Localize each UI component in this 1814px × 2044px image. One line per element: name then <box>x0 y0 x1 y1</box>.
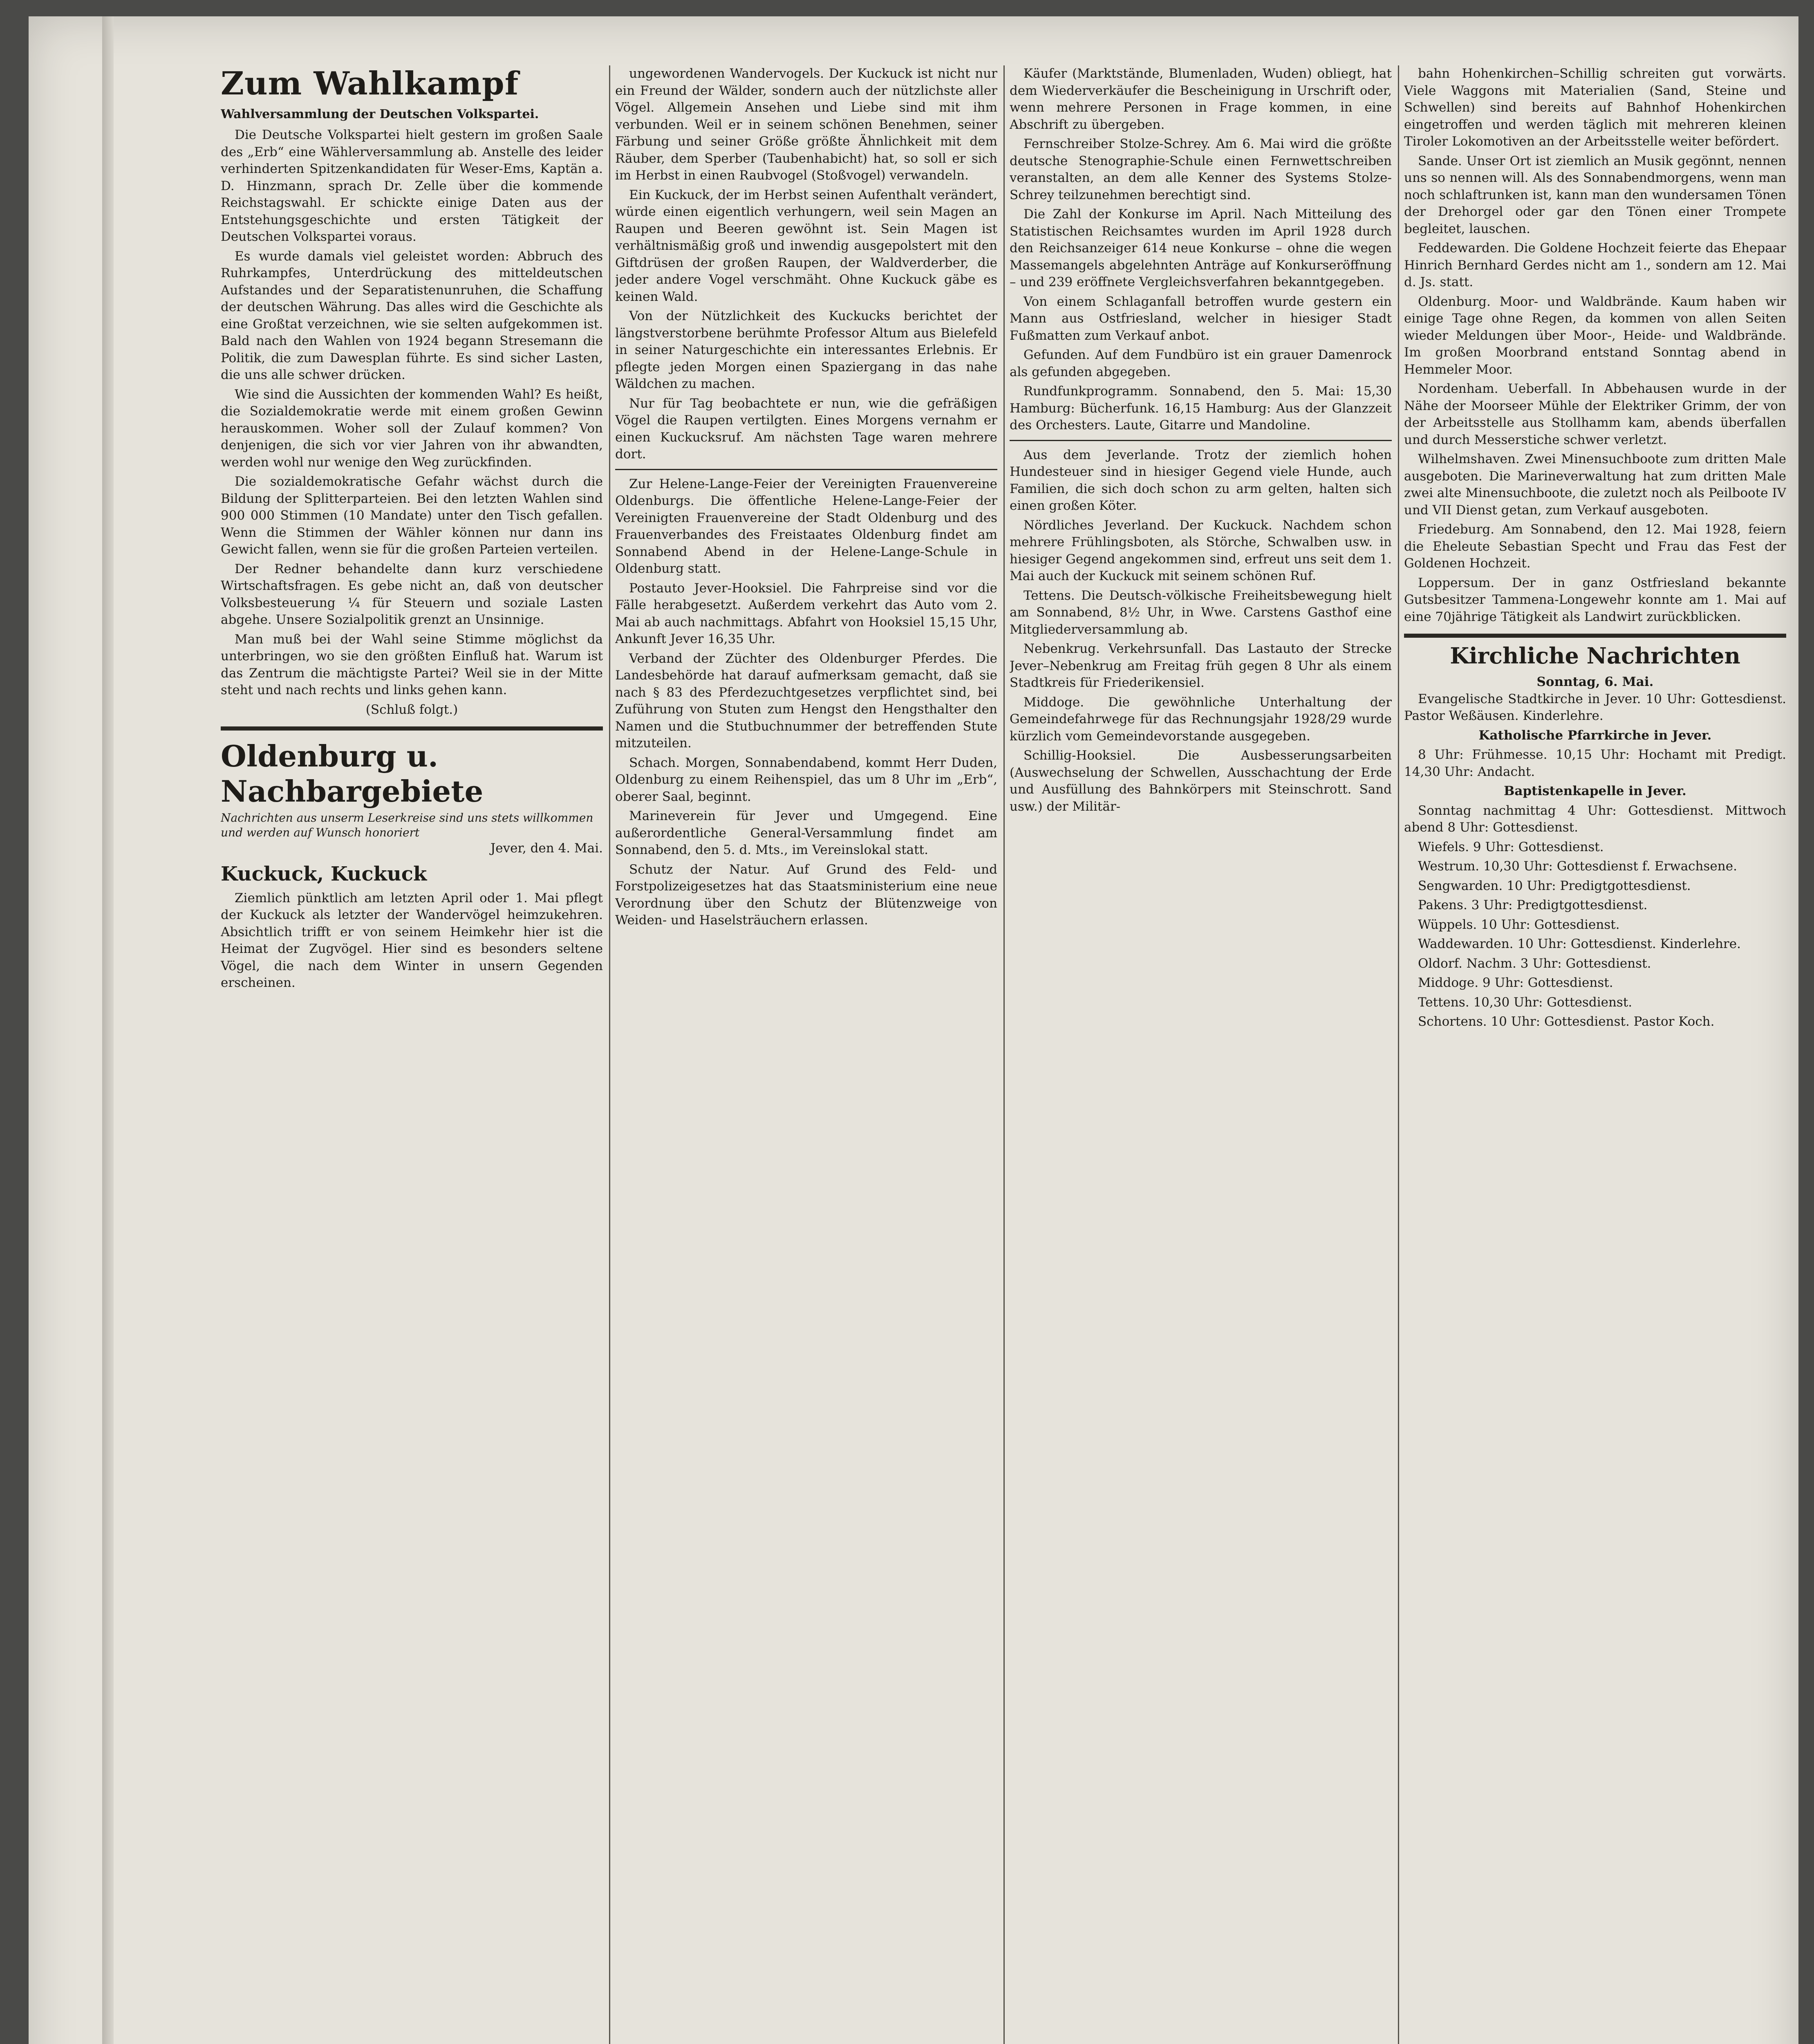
paragraph: Die sozialdemokratische Gefahr wächst durch die Bildung der Splitterparteien. Bei den letzten Wahlen sind 900 000 Stimmen (10 Mandate) unter den Tisch gefallen. Wenn die Stimmen der Wähler können nur dann ins Gewicht fallen, wenn sie für die großen Parteien verteilen. <box>221 474 603 557</box>
paragraph: Feddewarden. Die Goldene Hochzeit feierte das Ehepaar Hinrich Bernhard Gerdes nicht am 1., sondern am 12. Mai d. Js. statt. <box>1404 241 1786 289</box>
paragraph: Man muß bei der Wahl seine Stimme möglichst da unterbringen, wo sie den größten Einfluß hat. Warum ist das Zentrum die mächtigste Partei? Weil sie in der Mitte steht und nach rechts und links gehen kann. <box>221 632 603 697</box>
kirch-entry: Wüppels. 10 Uhr: Gottesdienst. <box>1418 917 1620 932</box>
kirch-date: Sonntag, 6. Mai. <box>1536 675 1654 689</box>
paragraph: Sande. Unser Ort ist ziemlich an Musik gegönnt, nennen uns so nennen will. Als des Sonnabendmorgens, wenn man noch schlaftrunken ist, kann man den wundersamen Tönen der Drehorgel oder gar den Tönen einer Trompete begleitet, lauschen. <box>1404 153 1786 236</box>
continued-note: (Schluß folgt.) <box>365 702 458 717</box>
paragraph: Die Deutsche Volkspartei hielt gestern im großen Saale des „Erb“ eine Wählerversammlung ab. Anstelle des leider verhinderten Spitzenkandidaten für Weser-Ems, Kaptän a. D. Hinzmann, sprach Dr. Zelle über die kommende Reichstagswahl. Er schickte einige Daten aus der Entstehungsgeschichte und ersten Tätigkeit der Deutschen Volkspartei voraus. <box>221 128 603 244</box>
paragraph: Schillig-Hooksiel. Die Ausbesserungsarbeiten (Auswechselung der Schwellen, Ausschachtung der Erde und Ausfüllung des Bahnkörpers mit Steinschrott. Sand usw.) der Militär- <box>1010 748 1392 814</box>
paragraph: Ein Kuckuck, der im Herbst seinen Aufenthalt verändert, würde einen eigentlich verhungern, weil sein Magen an Raupen und Beeren gewöhnt ist. Sein Magen ist verhältnismäßig groß und inwendig ausgepolstert mit den Giftdrüsen der großen Raupen, der Waldverderber, die jeder andere Vogel verschmäht. Ohne Kuckuck gäbe es keinen Wald. <box>615 187 997 304</box>
paragraph: Gefunden. Auf dem Fundbüro ist ein grauer Damenrock als gefunden abgegeben. <box>1010 347 1392 379</box>
kirch-entry: Sonntag nachmittag 4 Uhr: Gottesdienst. Mittwoch abend 8 Uhr: Gottesdienst. <box>1404 803 1786 835</box>
kirch-entry: Schortens. 10 Uhr: Gottesdienst. Pastor Koch. <box>1418 1014 1715 1029</box>
paragraph: Der Redner behandelte dann kurz verschiedene Wirtschaftsfragen. Es gebe nicht an, daß von deutscher Volksbesteuerung ¼ für Steuern und soziale Lasten abgehe. Unsere Sozialpolitik grenzt an Unsinnige. <box>221 561 603 627</box>
section-note: Nachrichten aus unserm Leserkreise sind uns stets willkommen und werden auf Wunsch honoriert <box>221 811 593 839</box>
paragraph: Rundfunkprogramm. Sonnabend, den 5. Mai: 15,30 Hamburg: Bücherfunk. 16,15 Hamburg: Aus der Glanzzeit des Orchesters. Laute, Gitarre und Mandoline. <box>1010 384 1392 433</box>
kirch-entry: Tettens. 10,30 Uhr: Gottesdienst. <box>1418 995 1633 1010</box>
section-rule <box>1404 634 1786 638</box>
paragraph: Postauto Jever-Hooksiel. Die Fahrpreise sind vor die Fälle herabgesetzt. Außerdem verkehrt das Auto vom 2. Mai ab auch nachmittags. Abfahrt von Hooksiel 15,15 Uhr, Ankunft Jever 16,35 Uhr. <box>615 580 997 646</box>
paragraph: bahn Hohenkirchen–Schillig schreiten gut vorwärts. Viele Waggons mit Materialien (Sand, Steine und Schwellen) sind bereits auf Bahnhof Hohenkirchen eingetroffen und werden täglich mit mehreren kleinen Tiroler Lokomotiven an der Arbeitsstelle weiter befördert. <box>1404 66 1786 149</box>
paragraph: Verband der Züchter des Oldenburger Pferdes. Die Landesbehörde hat darauf aufmerksam gemacht, daß sie nach § 83 des Pferdezuchtgesetzes verpflichtet sind, bei Zuführung von Stuten zum Hengst den Hengsthalter den Namen und die Stutbuchnummer der betreffenden Stute mitzuteilen. <box>615 651 997 751</box>
column-4 <box>1404 65 1786 1995</box>
column-1 <box>221 65 603 1995</box>
paragraph: Schach. Morgen, Sonnabendabend, kommt Herr Duden, Oldenburg zu einem Reihenspiel, das um 8 Uhr im „Erb“, oberer Saal, beginnt. <box>615 755 997 804</box>
paragraph: Loppersum. Der in ganz Ostfriesland bekannte Gutsbesitzer Tammena-Longewehr konnte am 1. Mai auf eine 70jährige Tätigkeit als Landwirt zurückblicken. <box>1404 575 1786 624</box>
kirch-entry: Wiefels. 9 Uhr: Gottesdienst. <box>1418 839 1604 854</box>
dateline: Jever, den 4. Mai. <box>490 841 603 856</box>
paragraph: Friedeburg. Am Sonnabend, den 12. Mai 1928, feiern die Eheleute Sebastian Specht und Frau das Fest der Goldenen Hochzeit. <box>1404 522 1786 571</box>
paragraph: Nördliches Jeverland. Der Kuckuck. Nachdem schon mehrere Frühlingsboten, als Störche, Schwalben usw. in hiesiger Gegend angekommen sind, erfreut uns seit dem 1. Mai auch der Kuckuck mit seinem schönen Ruf. <box>1010 518 1392 583</box>
paragraph: Tettens. Die Deutsch-völkische Freiheitsbewegung hielt am Sonnabend, 8½ Uhr, in Wwe. Carstens Gasthof eine Mitgliederversammlung ab. <box>1010 588 1392 637</box>
paragraph: Wie sind die Aussichten der kommenden Wahl? Es heißt, die Sozialdemokratie werde mit einem großen Gewinn herauskommen. Woher soll der Zulauf kommen? Von denjenigen, die sich vor vier Jahren von ihr abwandten, werden wohl nur wenige den Weg zurückfinden. <box>221 387 603 470</box>
column-rule <box>609 65 610 2044</box>
kirch-entry: Oldorf. Nachm. 3 Uhr: Gottesdienst. <box>1418 956 1651 971</box>
column-rule <box>1003 65 1005 2044</box>
kirch-heading: Baptistenkapelle in Jever. <box>1504 784 1686 798</box>
kirch-entry: Westrum. 10,30 Uhr: Gottesdienst f. Erwachsene. <box>1418 859 1737 874</box>
paragraph: Middoge. Die gewöhnliche Unterhaltung der Gemeindefahrwege für das Rechnungsjahr 1928/29 wurde kürzlich vom Gemeindevorstande ausgegeben. <box>1010 695 1392 744</box>
column-3 <box>1010 65 1392 1995</box>
kirch-entry: Pakens. 3 Uhr: Predigtgottesdienst. <box>1418 898 1648 912</box>
kirch-entry: Evangelische Stadtkirche in Jever. 10 Uhr: Gottesdienst. Pastor Weßäusen. Kinderlehre. <box>1404 691 1786 723</box>
page-gutter <box>102 16 114 2044</box>
kirch-entry: Middoge. 9 Uhr: Gottesdienst. <box>1418 975 1613 990</box>
paragraph: Die Zahl der Konkurse im April. Nach Mitteilung des Statistischen Reichsamtes wurden im April 1928 durch den Reichsanzeiger 614 neue Konkurse – ohne die wegen Massemangels abgelehnten Anträge auf Konkurseröffnung – und 239 eröffnete Vergleichsverfahren bekanntgegeben. <box>1010 207 1392 289</box>
paragraph: Nur für Tag beobachtete er nun, wie die gefräßigen Vögel die Raupen vertilgten. Eines Morgens vernahm er einen Kuckucksruf. Am nächsten Tage waren mehrere dort. <box>615 396 997 462</box>
paragraph: Zur Helene-Lange-Feier der Vereinigten Frauenvereine Oldenburgs. Die öffentliche Helene-Lange-Feier der Vereinigten Frauenvereine der Stadt Oldenburg und des Frauenverbandes des Freistaates Oldenburg findet am Sonnabend Abend in der Helene-Lange-Schule in Oldenburg statt. <box>615 476 997 576</box>
column-2 <box>615 65 997 1995</box>
column-rule <box>1398 65 1399 2044</box>
paragraph: Käufer (Marktstände, Blumenladen, Wuden) obliegt, hat dem Wiederverkäufer die Bescheinigung in Urschrift oder, wenn mehrere Personen in Frage kommen, in eine Abschrift zu übergeben. <box>1010 66 1392 132</box>
paragraph: Aus dem Jeverlande. Trotz der ziemlich hohen Hundesteuer sind in hiesiger Gegend viele Hunde, auch Familien, die sich doch schon zu arm gelten, halten sich einen großen Köter. <box>1010 447 1392 513</box>
section-title-kirchliche: Kirchliche Nachrichten <box>1450 643 1740 669</box>
kirch-entry: 8 Uhr: Frühmesse. 10,15 Uhr: Hochamt mit Predigt. 14,30 Uhr: Andacht. <box>1404 747 1786 779</box>
paragraph: Ziemlich pünktlich am letzten April oder 1. Mai pflegt der Kuckuck als letzter der Wandervögel heimzukehren. Absichtlich trifft er von seinem Heimkehr hier ist die Heimat der Zugvögel. Hier sind es besonders seltene Vögel, die nach dem Winter in unsern Gegenden erscheinen. <box>221 890 603 990</box>
article-rule <box>1010 440 1392 441</box>
kirch-entry: Waddewarden. 10 Uhr: Gottesdienst. Kinderlehre. <box>1418 937 1741 951</box>
paragraph: Wilhelmshaven. Zwei Minensuchboote zum dritten Male ausgeboten. Die Marineverwaltung hat zum dritten Male zwei alte Minensuchboote, die zuletzt noch als Peilboote IV und VII Dienst getan, zum Verkauf ausgeboten. <box>1404 452 1786 518</box>
subhead-wahlversammlung: Wahlversammlung der Deutschen Volkspartei. <box>221 107 539 121</box>
paragraph: Von einem Schlaganfall betroffen wurde gestern ein Mann aus Ostfriesland, welcher in hiesiger Stadt Fußmatten zum Verkauf anbot. <box>1010 294 1392 343</box>
paragraph: Fernschreiber Stolze-Schrey. Am 6. Mai wird die größte deutsche Stenographie-Schule einen Fernwettschreiben veranstalten, an dem alle Kenner des Systems Stolze-Schrey teilzunehmen berechtigt sind. <box>1010 137 1392 202</box>
paragraph: Es wurde damals viel geleistet worden: Abbruch des Ruhrkampfes, Unterdrückung des mitteldeutschen Aufstandes und der Separatistenunruhen, die Schaffung der deutschen Währung. Das alles wird die Geschichte als eine Großtat verzeichnen, wie sie selten aufgekommen ist. Bald nach den Wahlen von 1924 begann Stresemann die Politik, die zum Dawesplan führte. Es sind sicher Lasten, die uns alle schwer drücken. <box>221 249 603 382</box>
article-title-kuckuck: Kuckuck, Kuckuck <box>221 862 427 885</box>
paragraph: Nebenkrug. Verkehrsunfall. Das Lastauto der Strecke Jever–Nebenkrug am Freitag früh gegen 8 Uhr als einem Stadtkreis für Friederikensiel. <box>1010 641 1392 690</box>
paragraph: Schutz der Natur. Auf Grund des Feld- und Forstpolizeigesetzes hat das Staatsministerium eine neue Verordnung über den Schutz der Blütenzweige von Weiden- und Haselsträuchern erlassen. <box>615 862 997 928</box>
section-rule <box>221 726 603 731</box>
paragraph: Von der Nützlichkeit des Kuckucks berichtet der längstverstorbene berühmte Professor Altum aus Bielefeld in seiner Naturgeschichte ein interessantes Erlebnis. Er pflegte jeden Morgen einen Spaziergang in das nahe Wäldchen zu machen. <box>615 309 997 391</box>
paragraph: Nordenham. Ueberfall. In Abbehausen wurde in der Nähe der Moorseer Mühle der Elektriker Grimm, der von der Arbeitsstelle aus Stollhamm kam, abends überfallen und durch Messerstiche schwer verletzt. <box>1404 381 1786 447</box>
section-title-oldenburg: Oldenburg u. Nachbargebiete <box>221 739 484 809</box>
article-rule <box>615 469 997 470</box>
paragraph: Marineverein für Jever und Umgegend. Eine außerordentliche General-Versammlung findet am Sonnabend, den 5. d. Mts., im Vereinslokal statt. <box>615 809 997 857</box>
headline-wahlkampf: Zum Wahlkampf <box>221 65 519 102</box>
kirch-entry: Sengwarden. 10 Uhr: Predigtgottesdienst. <box>1418 878 1691 893</box>
kirch-heading: Katholische Pfarrkirche in Jever. <box>1478 728 1712 743</box>
paragraph: ungewordenen Wandervogels. Der Kuckuck ist nicht nur ein Freund der Wälder, sondern auch der nützlichste aller Vögel. Allgemein Ansehen und Liebe sind mit ihm verbunden. Weil er in seinem schönen Benehmen, seiner Färbung und seiner Größe größte Ähnlichkeit mit dem Räuber, dem Sperber (Taubenhabicht) hat, so soll er sich im Herbst in einen Raubvogel (Stoßvogel) verwandeln. <box>615 66 997 183</box>
paragraph: Oldenburg. Moor- und Waldbrände. Kaum haben wir einige Tage ohne Regen, da kommen von allen Seiten wieder Meldungen über Moor-, Heide- und Waldbrände. Im großen Moorbrand entstand Sonntag abend in Hemmeler Moor. <box>1404 294 1786 377</box>
